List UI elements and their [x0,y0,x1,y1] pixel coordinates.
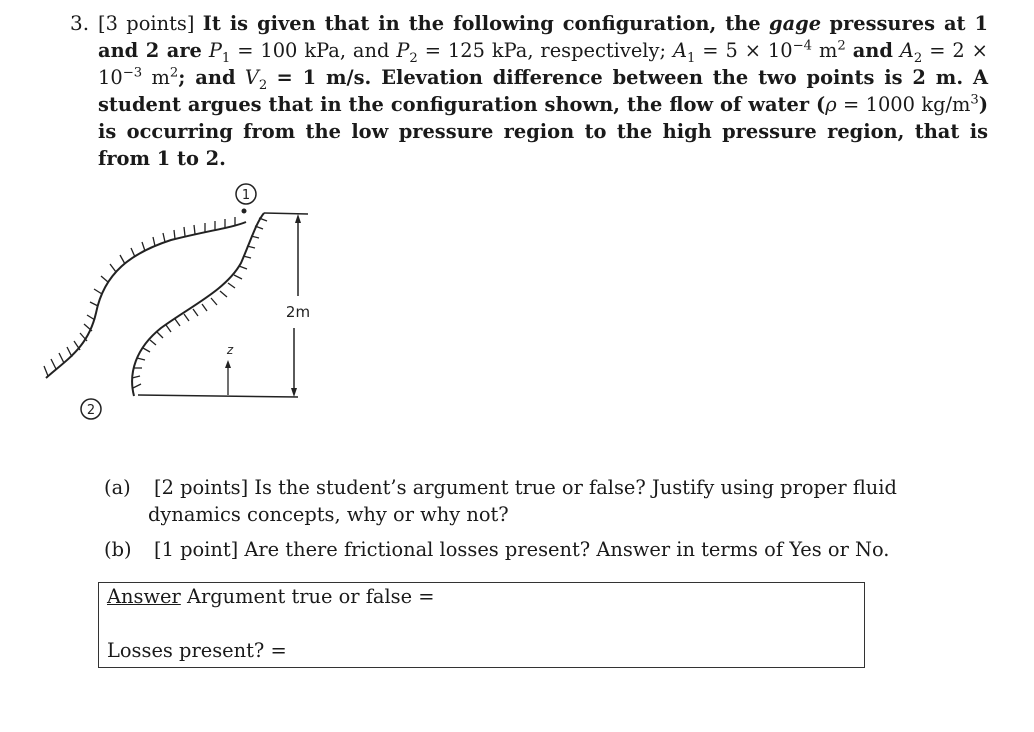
a2-unit: m [151,66,170,89]
a1-symbol: A [672,39,687,62]
pipe-outer-wall [46,222,246,378]
a1-unit-exponent: 2 [837,38,846,54]
statement-text-1: It is given that in the following configuration, the [202,12,761,35]
gage-word: gage [769,12,822,35]
a2-exponent: −3 [122,65,143,81]
pipe-inner-wall [132,213,264,396]
a2-value: = 2 × 10 [98,39,988,89]
problem-statement [98,10,988,172]
z-arrow-head [225,360,231,368]
v2-symbol: V [244,66,259,89]
a1-exponent: −4 [792,38,813,54]
point-1-label: 1 [241,188,251,203]
p1-symbol: P [208,39,222,62]
part-b [104,536,988,563]
a1-value: = 5 × 10 [702,39,793,62]
v2-and-statement: = 1 m/s. Elevation difference between the two points is 2 m. A student argues that in the configuration shown, the flow of water ( [98,66,988,116]
v2-subscript: 2 [258,77,268,93]
rho-exponent: 3 [970,92,979,108]
dimension-top-tick [264,213,308,214]
pipe-diagram [36,178,326,428]
a2-symbol: A [899,39,914,62]
datum-line [138,395,298,397]
and-word: and [852,39,893,62]
part-a-points: [2 points] [154,476,249,499]
part-b-label: (b) [104,538,132,561]
losses-present-prompt: Losses present? = [107,639,287,662]
dimension-arrow-down [291,388,297,397]
part-a [104,474,988,528]
statement-text-2: pressures at 1 and 2 are [98,12,988,62]
point-2-label: 2 [86,403,96,418]
points-label: [3 points] [98,12,195,35]
part-b-question: Are there frictional losses present? Answer in terms of Yes or No. [244,538,890,561]
rho-symbol: ρ [825,93,837,116]
part-b-points: [1 point] [154,538,239,561]
part-a-question: Is the student’s argument true or false? Justify using proper fluid [254,476,897,499]
dimension-arrow-up [295,214,301,223]
rho-value: = 1000 kg/m [842,93,971,116]
p2-value: = 125 kPa, respectively; [424,39,666,62]
argument-true-false-prompt: Argument true or false = [186,585,435,608]
p2-symbol: P [396,39,410,62]
p1-subscript: 1 [221,50,231,66]
answer-line-argument [107,585,435,608]
a1-subscript: 1 [686,50,696,66]
answer-line-losses [107,639,287,662]
p2-subscript: 2 [409,50,418,66]
a2-unit-exponent: 2 [169,65,179,81]
a2-subscript: 2 [913,50,923,66]
a1-unit: m [818,39,838,62]
part-a-label: (a) [104,476,131,499]
p1-value: = 100 kPa, and [237,39,390,62]
answer-heading: Answer [107,585,181,608]
height-label: 2m [285,303,311,321]
point-1-dot [242,209,247,214]
z-label: z [226,343,234,357]
answer-box[interactable] [98,582,865,668]
part-a-question-continued: dynamics concepts, why or why not? [148,503,509,526]
statement-end: ) is occurring from the low pressure region to the high pressure region, that is from 1 to 2. [98,93,988,170]
problem-number: 3. [70,11,90,35]
a2-tail: ; and [178,66,236,89]
